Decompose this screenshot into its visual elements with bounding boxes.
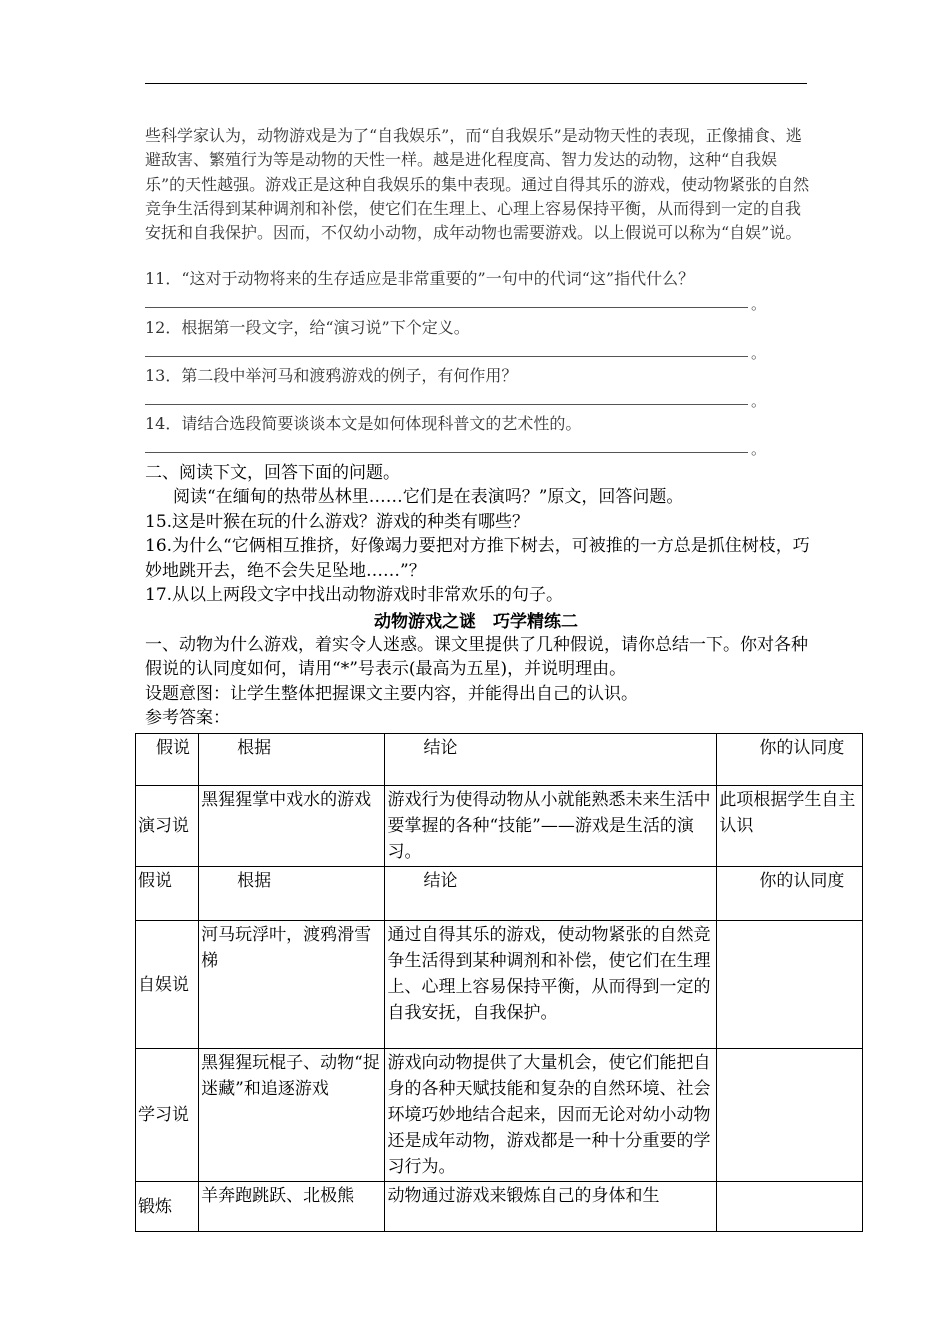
header-cell-agreement: 你的认同度 [717,734,863,786]
row-agreement [717,1182,863,1232]
row-conclusion: 动物通过游戏来锻炼自己的身体和生 [385,1182,717,1232]
row-hypothesis: 学习说 [136,1049,199,1182]
question-17: 17.从以上两段文字中找出动物游戏时非常欢乐的句子。 [145,585,564,606]
header-cell-agreement: 你的认同度 [717,867,863,921]
row-conclusion: 游戏行为使得动物从小就能熟悉未来生活中要掌握的各种“技能”——游戏是生活的演习。 [385,786,717,867]
passage-text: 些科学家认为，动物游戏是为了“自我娱乐”，而“自我娱乐”是动物天性的表现，正像捕食、逃避敌害、繁殖行为等是动物的天性一样。越是进化程度高、智力发达的动物，这种“自我娱乐”的天性越强。游戏正是这种自我娱乐的集中表现。通过自得其乐的游戏，使动物紧张的自然竞争生活得到某种调剂和补偿，使它们在生理上、心理上容易保持平衡，从而得到一定的自我安抚和自我保护。因而，不仅幼小动物，成年动物也需要游戏。以上假说可以称为“自娱”说。 [145,126,810,243]
table-row [136,1182,863,1232]
row-agreement: 此项根据学生自主认识 [717,786,863,867]
row-conclusion: 游戏向动物提供了大量机会，使它们能把自身的各种天赋技能和复杂的自然环境、社会环境巧妙地结合起来，因而无论对幼小动物还是成年动物，游戏都是一种十分重要的学习行为。 [385,1049,717,1182]
row-basis: 羊奔跑跳跃、北极熊 [199,1182,385,1232]
answer-line-14 [145,452,748,453]
row-conclusion: 通过自得其乐的游戏，使动物紧张的自然竞争生活得到某种调剂和补偿，使它们在生理上、心理上容易保持平衡，从而得到一定的自我安抚，自我保护。 [385,921,717,1049]
header-cell-basis: 根据 [199,734,385,786]
table-row [136,921,863,1049]
question-11: 11．“这对于动物将来的生存适应是非常重要的”一句中的代词“这”指代什么？ [145,269,695,288]
row-hypothesis: 锻炼 [136,1182,199,1232]
header-cell-basis: 根据 [199,867,385,921]
answer-line-13 [145,404,748,405]
section-two-intro: 阅读“在缅甸的热带丛林里……它们是在表演吗？”原文，回答问题。 [173,487,684,508]
section-two-heading: 二、阅读下文，回答下面的问题。 [145,463,400,483]
table-row [136,1049,863,1182]
question-16: 16.为什么“它俩相互推挤，好像竭力要把对方推下树去，可被推的一方总是抓住树枝，巧妙地跳开去，绝不会失足坠地……”？ [145,536,810,581]
row-agreement [717,921,863,1049]
question-15: 15.这是叶猴在玩的什么游戏？游戏的种类有哪些？ [145,511,530,532]
row-basis: 河马玩浮叶，渡鸦滑雪梯 [199,921,385,1049]
header-cell-conclusion: 结论 [385,734,717,786]
section-three-paragraph: 一、动物为什么游戏，着实令人迷惑。课文里提供了几种假说，请你总结一下。你对各种假说的认同度如何，请用“*”号表示(最高为五星)，并说明理由。 [145,635,808,680]
row-hypothesis: 演习说 [136,786,199,867]
section-three [145,633,815,731]
answer-end-14: 。 [751,440,767,458]
question-12: 12．根据第一段文字，给“演习说”下个定义。 [145,318,470,337]
row-basis: 黑猩猩掌中戏水的游戏 [199,786,385,867]
section-two [145,461,815,607]
row-agreement [717,1049,863,1182]
table-header-row [136,734,863,786]
question-13: 13．第二段中举河马和渡鸦游戏的例子，有何作用？ [145,366,518,385]
answer-table [135,733,863,1232]
answer-label: 参考答案： [145,708,230,729]
row-basis: 黑猩猩玩棍子、动物“捉迷藏”和追逐游戏 [199,1049,385,1182]
header-cell-hypothesis: 假说 [136,734,199,786]
passage-paragraph [145,124,810,245]
answer-end-12: 。 [751,344,767,362]
table-header-row [136,867,863,921]
design-intent: 设题意图：让学生整体把握课文主要内容，并能得出自己的认识。 [145,683,638,704]
answer-line-11 [145,307,748,308]
header-cell-hypothesis: 假说 [136,867,199,921]
header-rule [145,83,807,84]
section-subtitle: 动物游戏之谜 巧学精练二 [374,612,578,632]
table-row [136,786,863,867]
question-14: 14．请结合选段简要谈谈本文是如何体现科普文的艺术性的。 [145,414,582,433]
header-cell-conclusion: 结论 [385,867,717,921]
answer-end-11: 。 [751,295,767,313]
answer-end-13: 。 [751,392,767,410]
answer-line-12 [145,356,748,357]
row-hypothesis: 自娱说 [136,921,199,1049]
